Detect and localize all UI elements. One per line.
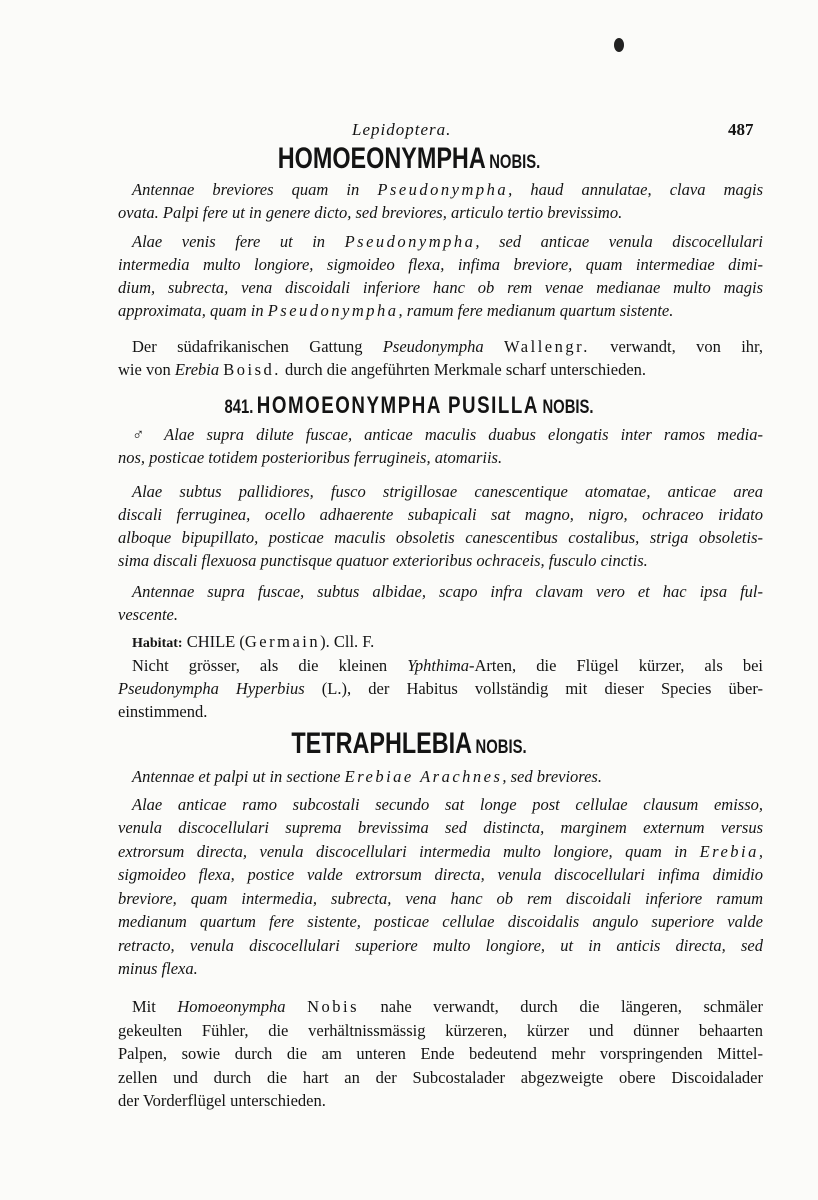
text-segment: nos, posticae totidem posterioribus ferrugineis, atomariis. xyxy=(118,448,503,467)
text-line xyxy=(118,551,763,571)
text-segment: ovata. Palpi fere ut in genere dicto, sed breviores, articulo tertio brevissimo. xyxy=(118,203,623,222)
text-line xyxy=(118,448,763,468)
text-line xyxy=(118,505,763,525)
text-segment: Nicht grösser, als die kleinen xyxy=(132,656,408,675)
text-line xyxy=(118,1091,763,1111)
text-segment: sima discali flexuosa punctisque quatuor exterioribus ochraceis, fusculo cinctis. xyxy=(118,551,648,570)
text-segment: ♂ Alae supra dilute fuscae, anticae maculis duabus elongatis inter ramos media- xyxy=(132,425,763,444)
text-line xyxy=(118,301,763,321)
ink-spot xyxy=(614,38,624,52)
text-line xyxy=(118,203,763,223)
habitat-label: Habitat: xyxy=(132,636,183,651)
text-line xyxy=(118,818,763,838)
text-line xyxy=(118,1068,763,1088)
text-line xyxy=(118,842,763,862)
text-segment: , xyxy=(758,842,763,861)
text-segment: der Vorderflügel unterschieden. xyxy=(118,1091,326,1110)
text-segment: , haud annulatae, clava magis xyxy=(508,180,763,199)
text-line xyxy=(132,180,763,200)
text-segment: approximata, quam in xyxy=(118,301,268,320)
text-segment: Alae subtus pallidiores, fusco strigillosae canescentique atomatae, anticae area xyxy=(132,482,763,501)
text-segment: CHILE ( xyxy=(182,632,245,651)
text-line xyxy=(132,232,763,252)
text-segment: alboque bipupillato, posticae maculis obsoletis canescentibus costalibus, striga obsoletis- xyxy=(118,528,763,547)
text-segment: zellen und durch die hart an der Subcostalader abgezweigte obere Discoidalader xyxy=(118,1068,763,1087)
text-line xyxy=(132,425,763,445)
text-segment: intermedia multo longiore, sigmoideo flexa, infima breviore, quam intermediae dimi- xyxy=(118,255,763,274)
running-title: Lepidoptera. xyxy=(352,120,452,139)
text-segment: breviore, quam intermedia, subrecta, vena hanc ob rem discoidali inferiore ramum xyxy=(118,889,763,908)
text-segment: Erebia xyxy=(699,842,759,861)
species-heading-pusilla xyxy=(90,392,728,420)
text-segment: retracto, venula discocellulari superiore multo longiore, ut in anticis directa, sed xyxy=(118,936,763,955)
text-segment: vescente. xyxy=(118,605,178,624)
heading-suffix: NOBIS. xyxy=(475,737,527,758)
text-segment: Pseudonympha xyxy=(344,232,476,251)
text-line xyxy=(132,582,763,602)
heading-main: HOMOEONYMPHA xyxy=(277,142,486,175)
text-line xyxy=(118,360,763,380)
text-segment: Antennae et palpi ut in sectione xyxy=(132,767,345,786)
text-segment: Mit xyxy=(132,997,178,1016)
text-segment: nahe verwandt, durch die längeren, schmäler xyxy=(358,997,764,1016)
text-segment: ). Cll. F. xyxy=(320,632,375,651)
text-segment: Antennae breviores quam in xyxy=(132,180,378,199)
text-segment: Pseudonympha xyxy=(382,337,484,356)
text-line xyxy=(118,1021,763,1041)
text-line xyxy=(132,482,763,502)
text-segment: Nobis xyxy=(307,997,359,1016)
text-segment: Alae venis fere ut in xyxy=(132,232,345,251)
text-segment xyxy=(286,997,308,1016)
text-segment: Boisd. xyxy=(223,360,281,379)
text-segment: Erebiae Arachnes xyxy=(344,767,503,786)
text-line xyxy=(132,767,763,787)
text-segment: Pseudonympha xyxy=(267,301,399,320)
text-line xyxy=(132,795,763,815)
page-number: 487 xyxy=(728,120,754,139)
text-segment: Wallengr. xyxy=(504,337,590,356)
text-segment: Germain xyxy=(244,632,321,651)
heading-main: HOMOEONYMPHA PUSILLA xyxy=(256,392,539,419)
text-segment: Antennae supra fuscae, subtus albidae, scapo infra clavam vero et hac ipsa ful- xyxy=(132,582,763,601)
text-segment: einstimmend. xyxy=(118,702,208,721)
heading-suffix: NOBIS. xyxy=(489,152,541,173)
text-line xyxy=(132,337,763,357)
text-segment: extrorsum directa, venula discocellulari intermedia multo longiore, quam in xyxy=(118,842,700,861)
text-segment: Erebia xyxy=(174,360,220,379)
text-segment: Der südafrikanischen Gattung xyxy=(132,337,383,356)
text-line xyxy=(118,679,763,699)
genus-heading-homoeonympha xyxy=(90,142,728,176)
text-segment: verwandt, von ihr, xyxy=(589,337,764,356)
text-line xyxy=(118,889,763,909)
text-segment: , ramum fere medianum quartum sistente. xyxy=(398,301,674,320)
text-segment: Pseudonympha Hyperbius xyxy=(118,679,305,698)
text-line xyxy=(132,997,763,1017)
text-line xyxy=(118,528,763,548)
text-line xyxy=(118,912,763,932)
text-segment: discali ferruginea, ocello adhaerente subapicali sat magno, nigro, ochraceo iridato xyxy=(118,505,763,524)
text-segment: gekeulten Fühler, die verhältnissmässig kürzeren, kürzer und dünner behaarten xyxy=(118,1021,763,1040)
heading-suffix: NOBIS. xyxy=(542,397,594,418)
species-number: 841. xyxy=(224,397,254,418)
text-segment: (L.), der Habitus vollständig mit dieser Species über- xyxy=(304,679,763,698)
text-line xyxy=(118,936,763,956)
text-segment: , sed anticae venula discocellulari xyxy=(475,232,763,251)
text-segment: Alae anticae ramo subcostali secundo sat longe post cellulae clausum emisso, xyxy=(132,795,763,814)
text-segment: , sed breviores. xyxy=(502,767,602,786)
text-line xyxy=(118,605,763,625)
text-line xyxy=(132,632,763,654)
text-segment: Pseudonympha xyxy=(377,180,509,199)
text-line xyxy=(118,1044,763,1064)
text-line xyxy=(132,656,763,676)
text-segment: wie von xyxy=(118,360,175,379)
text-line xyxy=(118,278,763,298)
text-segment: medianum quartum fere sistente, posticae cellulae discoidalis angulo superiore valde xyxy=(118,912,763,931)
text-segment xyxy=(484,337,504,356)
text-line xyxy=(118,959,763,979)
genus-heading-tetraphlebia xyxy=(90,727,728,761)
text-segment: minus flexa. xyxy=(118,959,198,978)
text-segment: dium, subrecta, vena discoidali inferiore hanc ob rem venae medianae multo magis xyxy=(118,278,763,297)
text-segment: venula discocellulari suprema brevissima sed distincta, marginem externum versus xyxy=(118,818,763,837)
text-segment: Palpen, sowie durch die am unteren Ende bedeutend mehr vorspringenden Mittel- xyxy=(118,1044,763,1063)
text-line xyxy=(118,255,763,275)
text-segment: sigmoideo flexa, postice valde extrorsum directa, venula discocellulari infima dimidio xyxy=(118,865,763,884)
text-segment: -Arten, die Flügel kürzer, als bei xyxy=(468,656,763,675)
text-line xyxy=(118,702,763,722)
text-segment: Yphthima xyxy=(407,656,469,675)
text-segment: Homoeonympha xyxy=(177,997,286,1016)
text-segment: durch die angeführten Merkmale scharf unterschieden. xyxy=(280,360,647,379)
text-line xyxy=(118,865,763,885)
heading-main: TETRAPHLEBIA xyxy=(291,727,473,760)
